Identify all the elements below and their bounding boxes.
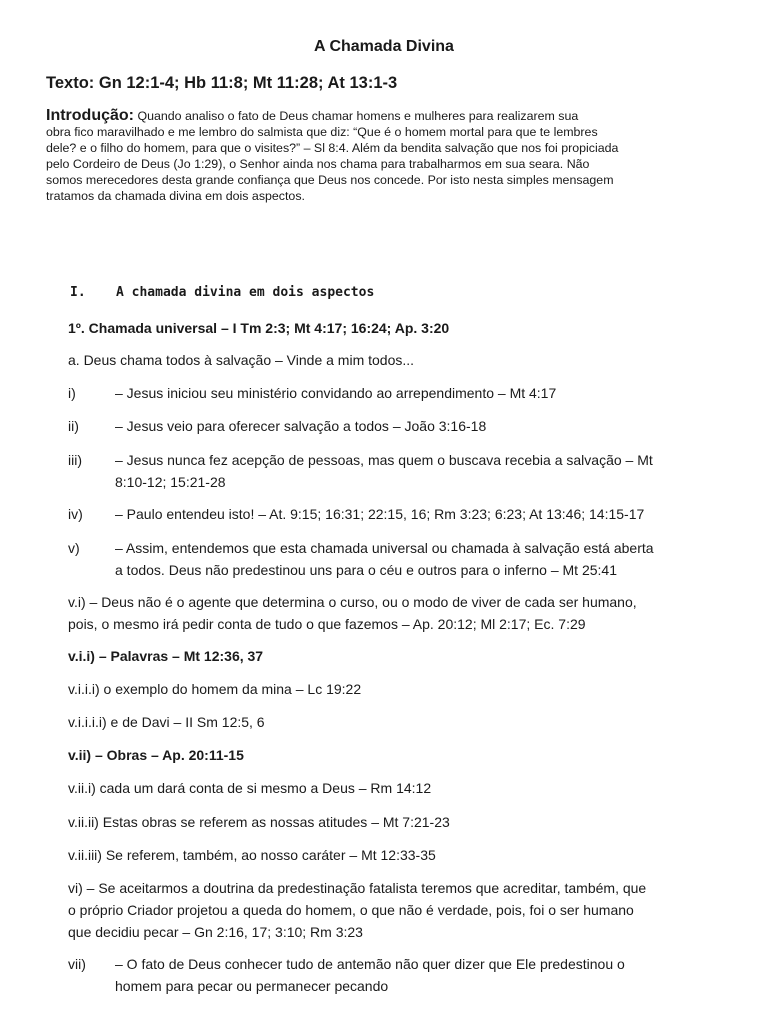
paragraph-vi — [68, 591, 716, 635]
list-item-text — [115, 449, 718, 493]
intro-line — [46, 108, 726, 124]
list-item-label: iii) — [68, 452, 82, 468]
item-a: a. Deus chama todos à salvação – Vinde a mim todos... — [68, 352, 415, 368]
list-item-line: – O fato de Deus conhecer tudo de antemão não quer dizer que Ele predestinou o — [115, 956, 625, 972]
paragraph-line: v.i) – Deus não é o agente que determina o curso, ou o modo de viver de cada ser humano, — [68, 594, 637, 610]
intro-line: obra fico maravilhado e me lembro do salmista que diz: “Que é o homem mortal para que te lembres — [46, 125, 598, 139]
paragraph-line: pois, o mesmo irá pedir conta de tudo o que fazemos – Ap. 20:12; Ml 2:17; Ec. 7:29 — [68, 616, 586, 632]
list-item-line: homem para pecar ou permanecer pecando — [115, 978, 389, 994]
paragraph-line: que decidiu pecar – Gn 2:16, 17; 3:10; Rm 3:23 — [68, 924, 363, 940]
scripture-references: Texto: Gn 12:1-4; Hb 11:8; Mt 11:28; At 13:1-3 — [46, 74, 398, 92]
point-carater: v.ii.iii) Se referem, também, ao nosso caráter – Mt 12:33-35 — [68, 847, 436, 863]
paragraph-line: vi) – Se aceitarmos a doutrina da predestinação fatalista teremos que acreditar, também, que — [68, 880, 647, 896]
list-item-text — [115, 503, 718, 525]
section-number: I. — [70, 285, 86, 300]
list-item-line: – Assim, entendemos que esta chamada universal ou chamada à salvação está aberta — [115, 540, 654, 556]
list-item-text — [115, 953, 718, 997]
section-title: A chamada divina em dois aspectos — [116, 285, 375, 300]
list-item-text — [115, 415, 718, 437]
list-item-line: – Jesus nunca fez acepção de pessoas, mas quem o buscava recebia a salvação – Mt — [115, 452, 653, 468]
paragraph-line: o próprio Criador projetou a queda do homem, o que não é verdade, pois, foi o ser humano — [68, 902, 634, 918]
point-atitudes: v.ii.ii) Estas obras se referem as nossas atitudes – Mt 7:21-23 — [68, 814, 450, 830]
section-heading — [70, 283, 670, 303]
list-item-line: 8:10-12; 15:21-28 — [115, 474, 226, 490]
list-item-text — [115, 382, 718, 404]
list-item-text — [115, 537, 718, 581]
point-davi: v.i.i.i.i) e de Davi – II Sm 12:5, 6 — [68, 714, 265, 730]
intro-line: pelo Cordeiro de Deus (Jo 1:29), o Senhor ainda nos chama para trabalharmos em sua seara. Não — [46, 157, 590, 171]
subsection-heading: 1º. Chamada universal – I Tm 2:3; Mt 4:17; 16:24; Ap. 3:20 — [68, 320, 450, 336]
document-title: A Chamada Divina — [314, 38, 454, 55]
subheading-palavras: v.i.i) – Palavras – Mt 12:36, 37 — [68, 648, 264, 664]
list-item-label: i) — [68, 385, 76, 401]
intro-lead: Introdução: — [46, 107, 134, 124]
list-item-line: – Jesus iniciou seu ministério convidando ao arrependimento – Mt 4:17 — [115, 385, 557, 401]
intro-line: somos merecedores desta grande confiança que Deus nos concede. Por isto nesta simples mensagem — [46, 173, 614, 187]
list-item-line: – Paulo entendeu isto! – At. 9:15; 16:31; 22:15, 16; Rm 3:23; 6:23; At 13:46; 14:15-17 — [115, 506, 645, 522]
list-item-label: v) — [68, 540, 80, 556]
point-conta: v.ii.i) cada um dará conta de si mesmo a Deus – Rm 14:12 — [68, 780, 432, 796]
introduction-paragraph — [46, 108, 726, 204]
list-item-label: iv) — [68, 506, 83, 522]
list-item-line: – Jesus veio para oferecer salvação a todos – João 3:16-18 — [115, 418, 487, 434]
point-mina: v.i.i.i) o exemplo do homem da mina – Lc 19:22 — [68, 681, 362, 697]
intro-line: dele? e o filho do homem, para que o visites?” – Sl 8:4. Além da bendita salvação que nos foi propiciada — [46, 141, 619, 155]
list-item-label: ii) — [68, 418, 79, 434]
paragraph-predestinacao — [68, 877, 716, 943]
list-item-line: a todos. Deus não predestinou uns para o céu e outros para o inferno – Mt 25:41 — [115, 562, 617, 578]
intro-line: tratamos da chamada divina em dois aspectos. — [46, 189, 305, 203]
intro-text: Quando analiso o fato de Deus chamar homens e mulheres para realizarem sua — [134, 109, 579, 123]
subheading-obras: v.ii) – Obras – Ap. 20:11-15 — [68, 747, 244, 763]
list-item-label: vii) — [68, 956, 86, 972]
